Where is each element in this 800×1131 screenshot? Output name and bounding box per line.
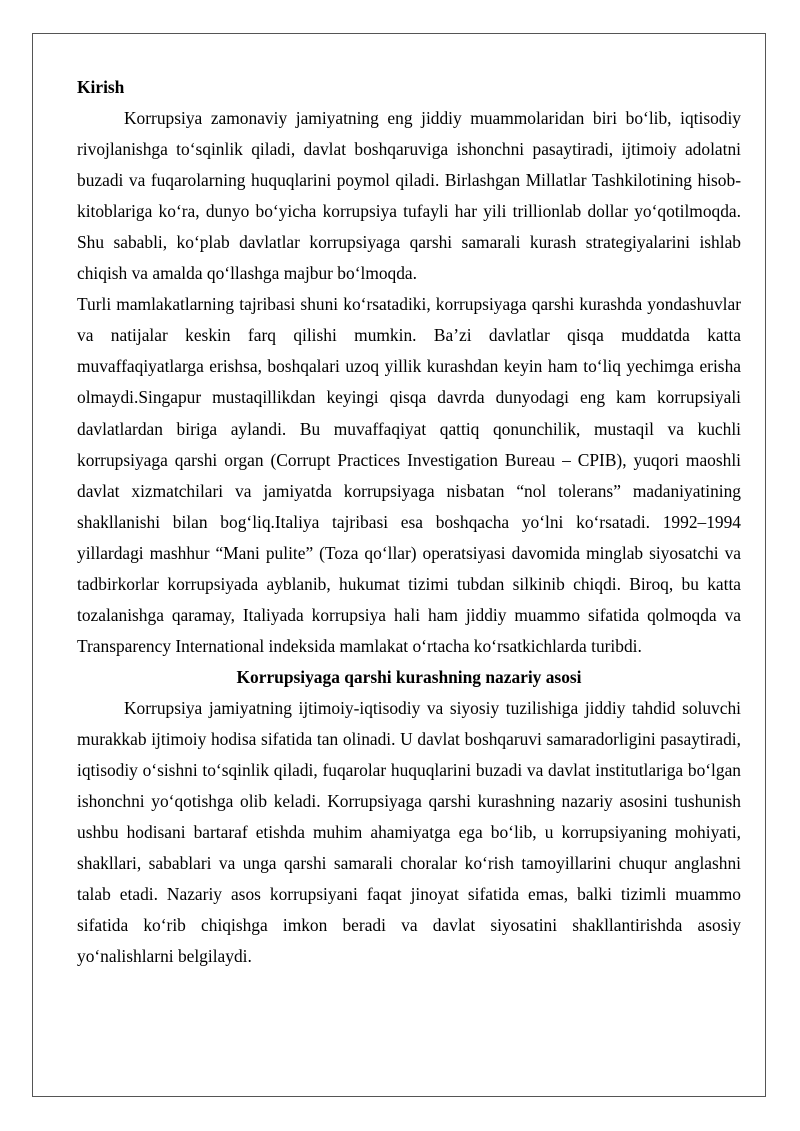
intro-paragraph-2: Turli mamlakatlarning tajribasi shuni ko‘rsatadiki, korrupsiyaga qarshi kurashda yondashuvlar va natijalar keskin farq qilishi mumkin. Ba’zi davlatlar qisqa muddatda katta muvaffaqiyatlarga erishsa, boshqalari uzoq yillik kurashdan keyin ham to‘liq yechimga erisha olmaydi.Singapur mustaqillikdan keyingi qisqa davrda dunyodagi eng kam korrupsiyali davlatlardan biriga aylandi. Bu muvaffaqiyat qattiq qonunchilik, mustaqil va kuchli korrupsiyaga qarshi organ (Corrupt Practices Investigation Bureau – CPIB), yuqori maoshli davlat xizmatchilari va jamiyatda korrupsiyaga nisbatan “nol tolerans” madaniyatining shakllanishi bilan bog‘liq.Italiya tajribasi esa boshqacha yo‘lni ko‘rsatadi. 1992–1994 yillardagi mashhur “Mani pulite” (Toza qo‘llar) operatsiyasi davomida minglab siyosatchi va tadbirkorlar korrupsiyada ayblanib, hukumat tizimi tubdan silkinib chiqdi. Biroq, bu katta tozalanishga qaramay, Italiyada korrupsiya hali ham jiddiy muammo sifatida qolmoqda va Transparency International indeksida mamlakat o‘rtacha ko‘rsatkichlarda turibdi.	[77, 294, 741, 656]
document-body	[77, 72, 741, 972]
section-heading: Korrupsiyaga qarshi kurashning nazariy asosi	[236, 666, 582, 687]
theory-paragraph: Korrupsiya jamiyatning ijtimoiy-iqtisodiy va siyosiy tuzilishiga jiddiy tahdid soluvchi murakkab ijtimoiy hodisa sifatida tan olinadi. U davlat boshqaruvi samaradorligini pasaytiradi, iqtisodiy o‘sishni to‘sqinlik qiladi, fuqarolar huquqlarini buzadi va davlat institutlariga bo‘lgan ishonchni yo‘qotishga olib keladi. Korrupsiyaga qarshi kurashning nazariy asosini tushunish ushbu hodisani bartaraf etishda muhim ahamiyatga ega bo‘lib, u korrupsiyaning mohiyati, shakllari, sabablari va unga qarshi samarali choralar ko‘rish tamoyillarini chuqur anglashni talab etadi. Nazariy asos korrupsiyani faqat jinoyat sifatida emas, balki tizimli muammo sifatida ko‘rib chiqishga imkon beradi va davlat siyosatini shakllantirishda asosiy yo‘nalishlarni belgilaydi.	[77, 697, 741, 967]
intro-paragraph-1: Korrupsiya zamonaviy jamiyatning eng jiddiy muammolaridan biri bo‘lib, iqtisodiy rivojlanishga to‘sqinlik qiladi, davlat boshqaruviga ishonchni pasaytiradi, ijtimoiy adolatni buzadi va fuqarolarning huquqlarini poymol qiladi. Birlashgan Millatlar Tashkilotining hisob-kitoblariga ko‘ra, dunyo bo‘yicha korrupsiya tufayli har yili trillionlab dollar yo‘qotilmoqda. Shu sababli, ko‘plab davlatlar korrupsiyaga qarshi samarali kurash strategiyalarini ishlab chiqish va amalda qo‘llashga majbur bo‘lmoqda.	[77, 108, 741, 284]
intro-heading: Kirish	[77, 77, 125, 97]
